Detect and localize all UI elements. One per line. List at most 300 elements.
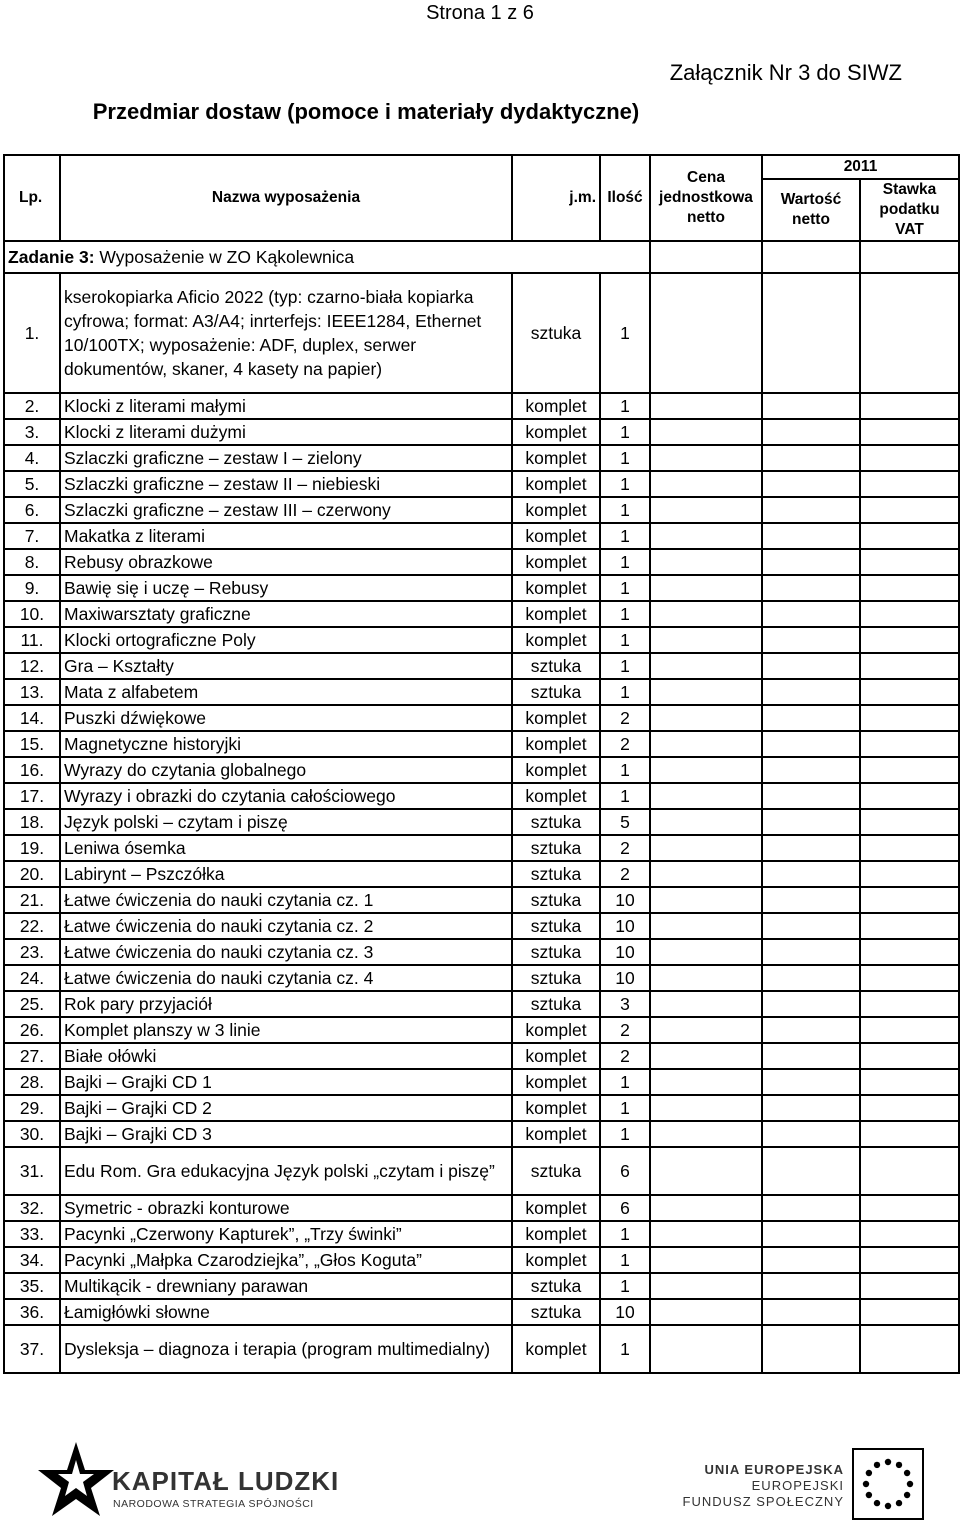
- row-vat: [860, 835, 959, 861]
- row-name: Komplet planszy w 3 linie: [60, 1017, 512, 1043]
- table-row: [4, 1221, 959, 1247]
- row-jm: komplet: [512, 575, 600, 601]
- row-unit-price: [650, 1017, 762, 1043]
- row-vat: [860, 939, 959, 965]
- row-qty: 1: [600, 419, 650, 445]
- row-vat: [860, 653, 959, 679]
- ue-line-3: FUNDUSZ SPOŁECZNY: [682, 1494, 844, 1509]
- row-vat: [860, 705, 959, 731]
- row-vat: [860, 497, 959, 523]
- table-row: [4, 991, 959, 1017]
- row-vat: [860, 1043, 959, 1069]
- row-vat: [860, 965, 959, 991]
- row-qty: 6: [600, 1195, 650, 1221]
- table-row: [4, 705, 959, 731]
- row-jm: komplet: [512, 549, 600, 575]
- row-qty: 5: [600, 809, 650, 835]
- row-value: [762, 393, 860, 419]
- row-qty: 1: [600, 471, 650, 497]
- row-unit-price: [650, 1325, 762, 1373]
- col-qty-header: Ilość: [600, 155, 650, 241]
- table-row: [4, 1043, 959, 1069]
- col-vat-header: Stawka podatku VAT: [860, 179, 959, 241]
- row-unit-price: [650, 393, 762, 419]
- row-jm: komplet: [512, 1247, 600, 1273]
- row-unit-price: [650, 783, 762, 809]
- row-vat: [860, 575, 959, 601]
- row-lp: 3.: [4, 419, 60, 445]
- row-vat: [860, 523, 959, 549]
- row-name: Dysleksja – diagnoza i terapia (program multimedialny): [60, 1325, 512, 1373]
- row-lp: 12.: [4, 653, 60, 679]
- row-name: Białe ołówki: [60, 1043, 512, 1069]
- table-row: [4, 679, 959, 705]
- row-value: [762, 523, 860, 549]
- row-name: Multikącik - drewniany parawan: [60, 1273, 512, 1299]
- row-lp: 19.: [4, 835, 60, 861]
- row-vat: [860, 1221, 959, 1247]
- row-name: Bajki – Grajki CD 1: [60, 1069, 512, 1095]
- row-vat: [860, 1247, 959, 1273]
- row-lp: 11.: [4, 627, 60, 653]
- row-jm: sztuka: [512, 809, 600, 835]
- row-vat: [860, 757, 959, 783]
- table-row: [4, 653, 959, 679]
- row-value: [762, 471, 860, 497]
- row-vat: [860, 393, 959, 419]
- table-row: [4, 393, 959, 419]
- row-lp: 34.: [4, 1247, 60, 1273]
- row-jm: komplet: [512, 1121, 600, 1147]
- row-unit-price: [650, 1299, 762, 1325]
- col-price-header: Cena jednostkowa netto: [650, 155, 762, 241]
- table-row: [4, 1299, 959, 1325]
- row-value: [762, 601, 860, 627]
- row-unit-price: [650, 1069, 762, 1095]
- row-unit-price: [650, 523, 762, 549]
- row-lp: 30.: [4, 1121, 60, 1147]
- row-vat: [860, 991, 959, 1017]
- row-lp: 33.: [4, 1221, 60, 1247]
- row-unit-price: [650, 471, 762, 497]
- row-jm: komplet: [512, 1069, 600, 1095]
- row-jm: sztuka: [512, 1273, 600, 1299]
- row-vat: [860, 1195, 959, 1221]
- row-qty: 6: [600, 1147, 650, 1195]
- row-lp: 31.: [4, 1147, 60, 1195]
- row-name: Magnetyczne historyjki: [60, 731, 512, 757]
- row-vat: [860, 627, 959, 653]
- table-row: [4, 1147, 959, 1195]
- row-vat: [860, 1017, 959, 1043]
- row-unit-price: [650, 757, 762, 783]
- row-qty: 1: [600, 273, 650, 393]
- row-lp: 29.: [4, 1095, 60, 1121]
- row-vat: [860, 861, 959, 887]
- row-vat: [860, 1095, 959, 1121]
- row-jm: komplet: [512, 1017, 600, 1043]
- row-jm: komplet: [512, 627, 600, 653]
- row-lp: 1.: [4, 273, 60, 393]
- row-unit-price: [650, 1095, 762, 1121]
- row-unit-price: [650, 273, 762, 393]
- document-title-text: Przedmiar dostaw (pomoce i materiały dydaktyczne): [92, 99, 640, 124]
- table-row: [4, 549, 959, 575]
- row-value: [762, 731, 860, 757]
- row-unit-price: [650, 1121, 762, 1147]
- row-jm: sztuka: [512, 1147, 600, 1195]
- row-lp: 9.: [4, 575, 60, 601]
- table-row: [4, 497, 959, 523]
- row-value: [762, 1299, 860, 1325]
- row-value: [762, 575, 860, 601]
- row-jm: komplet: [512, 1195, 600, 1221]
- row-name: Labirynt – Pszczółka: [60, 861, 512, 887]
- section-prefix: Zadanie 3:: [8, 247, 95, 267]
- row-name: Klocki ortograficzne Poly: [60, 627, 512, 653]
- row-qty: 2: [600, 835, 650, 861]
- row-jm: komplet: [512, 471, 600, 497]
- row-lp: 2.: [4, 393, 60, 419]
- row-qty: 2: [600, 1043, 650, 1069]
- row-unit-price: [650, 549, 762, 575]
- row-qty: 2: [600, 861, 650, 887]
- row-value: [762, 1195, 860, 1221]
- table-row: [4, 471, 959, 497]
- table-row: [4, 965, 959, 991]
- table-row: [4, 601, 959, 627]
- table-row: [4, 523, 959, 549]
- section-empty-cell: [762, 241, 860, 273]
- row-value: [762, 861, 860, 887]
- col-name-header: Nazwa wyposażenia: [60, 155, 512, 241]
- row-jm: sztuka: [512, 887, 600, 913]
- row-jm: sztuka: [512, 653, 600, 679]
- table-row: [4, 835, 959, 861]
- eu-star-icon: [885, 1503, 891, 1509]
- row-lp: 20.: [4, 861, 60, 887]
- table-row: [4, 575, 959, 601]
- section-empty-cell: [650, 241, 762, 273]
- row-value: [762, 497, 860, 523]
- row-qty: 1: [600, 523, 650, 549]
- row-unit-price: [650, 1147, 762, 1195]
- eu-star-icon: [904, 1470, 910, 1476]
- kapital-ludzki-star-logo: [36, 1440, 116, 1520]
- row-lp: 28.: [4, 1069, 60, 1095]
- eu-star-icon: [866, 1492, 872, 1498]
- table-row: [4, 1017, 959, 1043]
- row-value: [762, 653, 860, 679]
- section-empty-cell: [860, 241, 959, 273]
- row-qty: 1: [600, 393, 650, 419]
- row-unit-price: [650, 679, 762, 705]
- row-name: Szlaczki graficzne – zestaw I – zielony: [60, 445, 512, 471]
- row-value: [762, 1095, 860, 1121]
- row-unit-price: [650, 835, 762, 861]
- ue-line-1: UNIA EUROPEJSKA: [704, 1462, 844, 1477]
- footer-logos: [0, 1432, 960, 1532]
- table-row: [4, 783, 959, 809]
- row-unit-price: [650, 731, 762, 757]
- row-lp: 16.: [4, 757, 60, 783]
- row-jm: komplet: [512, 1325, 600, 1373]
- row-jm: komplet: [512, 1221, 600, 1247]
- col-lp-header: Lp.: [4, 155, 60, 241]
- row-lp: 18.: [4, 809, 60, 835]
- page-number: Strona 1 z 6: [426, 2, 534, 24]
- row-vat: [860, 809, 959, 835]
- row-vat: [860, 783, 959, 809]
- header-year-row: [4, 155, 959, 179]
- row-qty: 10: [600, 913, 650, 939]
- table-row: [4, 809, 959, 835]
- row-jm: komplet: [512, 445, 600, 471]
- row-jm: sztuka: [512, 835, 600, 861]
- row-qty: 1: [600, 627, 650, 653]
- row-value: [762, 913, 860, 939]
- row-qty: 10: [600, 887, 650, 913]
- table-row: [4, 627, 959, 653]
- row-jm: komplet: [512, 757, 600, 783]
- row-vat: [860, 1147, 959, 1195]
- eu-star-icon: [907, 1481, 913, 1487]
- row-qty: 1: [600, 1095, 650, 1121]
- ue-line-2: EUROPEJSKI: [751, 1478, 844, 1493]
- row-name: Gra – Kształty: [60, 653, 512, 679]
- row-qty: 2: [600, 731, 650, 757]
- row-value: [762, 1043, 860, 1069]
- items-body: [4, 241, 959, 1373]
- row-qty: 3: [600, 991, 650, 1017]
- row-value: [762, 1273, 860, 1299]
- row-lp: 35.: [4, 1273, 60, 1299]
- row-lp: 5.: [4, 471, 60, 497]
- row-value: [762, 1147, 860, 1195]
- table-row: [4, 731, 959, 757]
- row-name: Łamigłówki słowne: [60, 1299, 512, 1325]
- row-qty: 1: [600, 575, 650, 601]
- col-jm-header: j.m.: [512, 155, 600, 241]
- row-unit-price: [650, 601, 762, 627]
- row-unit-price: [650, 1221, 762, 1247]
- row-vat: [860, 887, 959, 913]
- row-lp: 6.: [4, 497, 60, 523]
- row-qty: 1: [600, 653, 650, 679]
- row-lp: 26.: [4, 1017, 60, 1043]
- table-row: [4, 887, 959, 913]
- row-jm: komplet: [512, 783, 600, 809]
- row-jm: sztuka: [512, 861, 600, 887]
- row-qty: 1: [600, 1325, 650, 1373]
- row-value: [762, 757, 860, 783]
- row-lp: 23.: [4, 939, 60, 965]
- row-name: Puszki dźwiękowe: [60, 705, 512, 731]
- row-jm: komplet: [512, 601, 600, 627]
- row-lp: 22.: [4, 913, 60, 939]
- row-unit-price: [650, 1195, 762, 1221]
- table-row: [4, 1095, 959, 1121]
- row-vat: [860, 1299, 959, 1325]
- row-name: Klocki z literami małymi: [60, 393, 512, 419]
- row-unit-price: [650, 1043, 762, 1069]
- row-value: [762, 627, 860, 653]
- row-name: Pacynki „Czerwony Kapturek”, „Trzy świnki”: [60, 1221, 512, 1247]
- row-unit-price: [650, 445, 762, 471]
- row-vat: [860, 273, 959, 393]
- table-row: [4, 273, 959, 393]
- year-header: 2011: [762, 155, 959, 179]
- row-unit-price: [650, 419, 762, 445]
- row-value: [762, 1069, 860, 1095]
- row-name: Język polski – czytam i piszę: [60, 809, 512, 835]
- row-value: [762, 1121, 860, 1147]
- col-value-header: Wartość netto: [762, 179, 860, 241]
- row-jm: komplet: [512, 1095, 600, 1121]
- row-value: [762, 1247, 860, 1273]
- row-lp: 21.: [4, 887, 60, 913]
- row-qty: 2: [600, 1017, 650, 1043]
- row-vat: [860, 1325, 959, 1373]
- row-name: Maxiwarsztaty graficzne: [60, 601, 512, 627]
- row-unit-price: [650, 497, 762, 523]
- row-qty: 1: [600, 445, 650, 471]
- table-row: [4, 1121, 959, 1147]
- row-qty: 1: [600, 1221, 650, 1247]
- eu-star-icon: [896, 1500, 902, 1506]
- items-table: [3, 154, 960, 1374]
- row-jm: komplet: [512, 705, 600, 731]
- row-name: Rebusy obrazkowe: [60, 549, 512, 575]
- row-value: [762, 887, 860, 913]
- row-unit-price: [650, 939, 762, 965]
- row-name: Łatwe ćwiczenia do nauki czytania cz. 3: [60, 939, 512, 965]
- row-unit-price: [650, 809, 762, 835]
- row-qty: 1: [600, 601, 650, 627]
- row-unit-price: [650, 627, 762, 653]
- row-lp: 4.: [4, 445, 60, 471]
- row-name: Mata z alfabetem: [60, 679, 512, 705]
- row-name: Edu Rom. Gra edukacyjna Język polski „czytam i piszę”: [60, 1147, 512, 1195]
- row-qty: 1: [600, 549, 650, 575]
- row-name: Rok pary przyjaciół: [60, 991, 512, 1017]
- row-name: Leniwa ósemka: [60, 835, 512, 861]
- row-name: Bajki – Grajki CD 2: [60, 1095, 512, 1121]
- row-qty: 1: [600, 783, 650, 809]
- row-unit-price: [650, 575, 762, 601]
- row-value: [762, 991, 860, 1017]
- row-qty: 1: [600, 1247, 650, 1273]
- table-row: [4, 861, 959, 887]
- row-qty: 1: [600, 757, 650, 783]
- table-row: [4, 419, 959, 445]
- row-value: [762, 679, 860, 705]
- row-vat: [860, 1121, 959, 1147]
- row-qty: 10: [600, 939, 650, 965]
- kapital-ludzki-subtitle: NARODOWA STRATEGIA SPÓJNOŚCI: [113, 1498, 314, 1510]
- row-name: Symetric - obrazki konturowe: [60, 1195, 512, 1221]
- row-name: Szlaczki graficzne – zestaw III – czerwony: [60, 497, 512, 523]
- table-row: [4, 1325, 959, 1373]
- annex-label: Załącznik Nr 3 do SIWZ: [669, 60, 902, 85]
- table-row: [4, 1195, 959, 1221]
- row-unit-price: [650, 913, 762, 939]
- row-vat: [860, 601, 959, 627]
- table-row: [4, 757, 959, 783]
- table-row: [4, 1273, 959, 1299]
- eu-star-icon: [874, 1462, 880, 1468]
- document-title: [0, 99, 960, 125]
- row-name: kserokopiarka Aficio 2022 (typ: czarno-biała kopiarka cyfrowa; format: A3/A4; inrterfejs: IEEE1284, Ethernet 10/100TX; wyposażenie: ADF, duplex, serwer dokumentów, skaner, 4 kasety na papier): [60, 273, 512, 393]
- row-lp: 36.: [4, 1299, 60, 1325]
- row-name: Pacynki „Małpka Czarodziejka”, „Głos Koguta”: [60, 1247, 512, 1273]
- eu-star-icon: [863, 1481, 869, 1487]
- row-lp: 17.: [4, 783, 60, 809]
- eu-star-icon: [896, 1462, 902, 1468]
- kapital-ludzki-title: KAPITAŁ LUDZKI: [112, 1466, 340, 1496]
- row-vat: [860, 471, 959, 497]
- row-lp: 27.: [4, 1043, 60, 1069]
- table-row: [4, 913, 959, 939]
- row-unit-price: [650, 887, 762, 913]
- row-value: [762, 445, 860, 471]
- row-jm: sztuka: [512, 273, 600, 393]
- row-name: Wyrazy do czytania globalnego: [60, 757, 512, 783]
- row-unit-price: [650, 1273, 762, 1299]
- section-label: [4, 241, 650, 273]
- row-qty: 1: [600, 1273, 650, 1299]
- row-name: Klocki z literami dużymi: [60, 419, 512, 445]
- row-name: Łatwe ćwiczenia do nauki czytania cz. 2: [60, 913, 512, 939]
- row-lp: 8.: [4, 549, 60, 575]
- row-lp: 24.: [4, 965, 60, 991]
- eu-star-icon: [866, 1470, 872, 1476]
- row-value: [762, 809, 860, 835]
- table-row: [4, 939, 959, 965]
- row-vat: [860, 445, 959, 471]
- row-jm: sztuka: [512, 991, 600, 1017]
- row-vat: [860, 731, 959, 757]
- row-name: Szlaczki graficzne – zestaw II – niebieski: [60, 471, 512, 497]
- row-vat: [860, 913, 959, 939]
- eu-star-icon: [874, 1500, 880, 1506]
- row-qty: 1: [600, 497, 650, 523]
- row-name: Bawię się i uczę – Rebusy: [60, 575, 512, 601]
- row-value: [762, 273, 860, 393]
- row-jm: sztuka: [512, 1299, 600, 1325]
- row-vat: [860, 1069, 959, 1095]
- row-jm: sztuka: [512, 965, 600, 991]
- eu-star-icon: [885, 1459, 891, 1465]
- row-unit-price: [650, 1247, 762, 1273]
- section-title: Wyposażenie w ZO Kąkolewnica: [94, 247, 355, 267]
- row-jm: komplet: [512, 419, 600, 445]
- row-value: [762, 549, 860, 575]
- row-name: Bajki – Grajki CD 3: [60, 1121, 512, 1147]
- row-qty: 1: [600, 679, 650, 705]
- row-lp: 37.: [4, 1325, 60, 1373]
- row-qty: 10: [600, 965, 650, 991]
- row-value: [762, 705, 860, 731]
- row-vat: [860, 549, 959, 575]
- row-name: Wyrazy i obrazki do czytania całościowego: [60, 783, 512, 809]
- row-vat: [860, 1273, 959, 1299]
- row-jm: sztuka: [512, 679, 600, 705]
- row-value: [762, 965, 860, 991]
- row-lp: 7.: [4, 523, 60, 549]
- row-lp: 10.: [4, 601, 60, 627]
- row-vat: [860, 419, 959, 445]
